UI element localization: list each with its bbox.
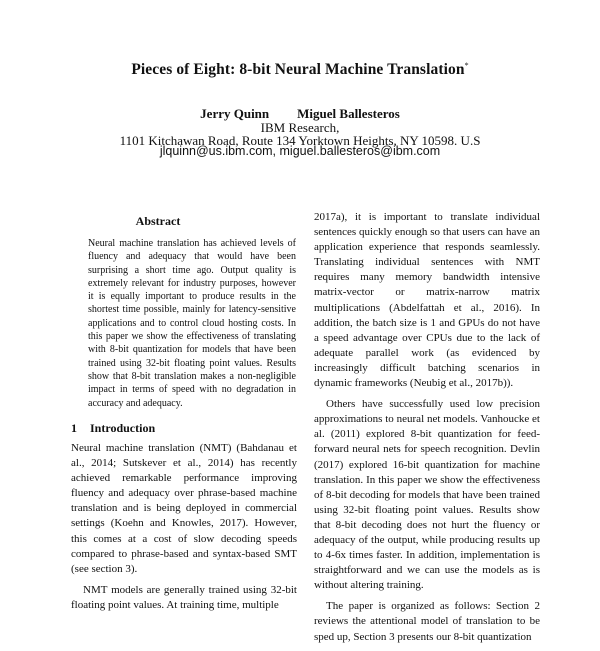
body-paragraph: Others have successfully used low precision approximations to neural net models. Vanhoucke et al. (2011) explored 8-bit quantization for feed-forward neural nets for speech recognition. Devlin (2017) explored 16-bit quantization for machine translation. In this paper we show the effectiveness of 8-bit decoding for models that have been trained using 32-bit floating point values. Results show that 8-bit decoding does not hurt the fluency or adequacy of the output, while producing results up to 4-6x times faster. In addition, implementation is straightforward and we can use the models as is without altering training. [314, 398, 540, 592]
right-column-body [314, 210, 540, 651]
body-paragraph: NMT models are generally trained using 32-bit floating point values. At training time, multiple [71, 583, 297, 611]
abstract-text: Neural machine translation has achieved levels of fluency and adequacy that would have been surprising a short time ago. Output quality is extremely relevant for industry purposes, however it is equally important to produce results in the shortest time possible, mainly for latency-sensitive applications and to control cloud hosting costs. In this paper we show the effectiveness of translating with 8-bit quantization for models that have been trained using 32-bit floating point values. Results show that 8-bit translation makes a non-negligible impact in terms of speed with no degradation in accuracy and adequacy. [88, 238, 296, 409]
affiliation-line: 1101 Kitchawan Road, Route 134 Yorktown Heights, NY 10598. U.S [119, 133, 481, 148]
section-title: Introduction [90, 421, 156, 435]
title-footnote-mark: * [464, 61, 469, 70]
body-paragraph: 2017a), it is important to translate individual sentences quickly enough so that users can have an application experience that responds seamlessly. Translating individual sentences with NMT requires many memory bandwidth intensive matrix-vector or matrix-narrow matrix multiplications (Abdelfattah et al., 2016). In addition, the batch size is 1 and GPUs do not have a speed advantage over CPUs due to the lack of adequate parallel work (as evidenced by increasingly difficult batching scenarios in dynamic frameworks (Neubig et al., 2017b)). [314, 211, 540, 390]
paper-title [0, 61, 600, 79]
abstract-heading: Abstract [135, 214, 181, 228]
affiliation-line: IBM Research, [260, 120, 340, 135]
author-emails: jlquinn@us.ibm.com, miguel.ballesteros@ibm.com [159, 144, 441, 158]
body-paragraph: Neural machine translation (NMT) (Bahdanau et al., 2014; Sutskever et al., 2014) has recently achieved remarkable performance improving fluency and adequacy over phrase-based machine translation and is being deployed in commercial settings (Koehn and Knowles, 2017). However, this comes at a cost of slow decoding speeds compared to phrase-based and syntax-based SMT (see section 3). [71, 442, 297, 575]
author-name: Miguel Ballesteros [297, 106, 400, 121]
paper-title-text: Pieces of Eight: 8-bit Neural Machine Translation [131, 61, 465, 79]
section-heading-introduction [71, 421, 155, 436]
section-number: 1 [71, 421, 77, 435]
body-paragraph: The paper is organized as follows: Section 2 reviews the attentional model of translation to be sped up, Section 3 presents our 8-bit quantization [314, 600, 540, 643]
left-column-body [71, 441, 297, 619]
author-name: Jerry Quinn [200, 106, 270, 121]
